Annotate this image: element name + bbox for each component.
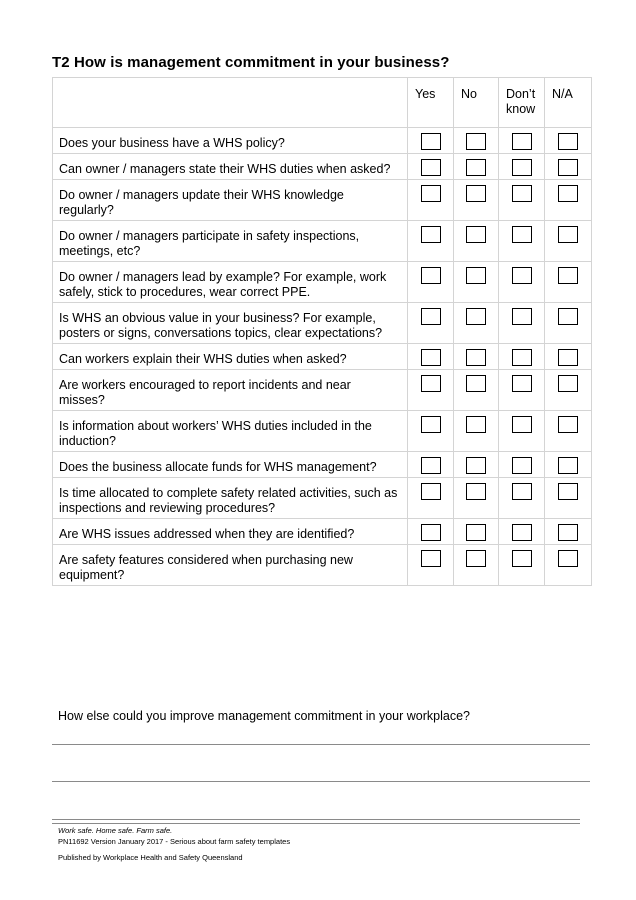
- table-row: [53, 180, 592, 221]
- checkbox-yes[interactable]: [421, 349, 441, 366]
- table-row: [53, 262, 592, 303]
- checkbox-dont-know[interactable]: [512, 375, 532, 392]
- checkbox-no[interactable]: [466, 133, 486, 150]
- answer-cell-dont-know: [499, 262, 545, 303]
- checkbox-dont-know[interactable]: [512, 133, 532, 150]
- checkbox-dont-know[interactable]: [512, 457, 532, 474]
- table-row: [53, 154, 592, 180]
- checkbox-yes[interactable]: [421, 524, 441, 541]
- answer-cell-dont-know: [499, 452, 545, 478]
- table-row: [53, 519, 592, 545]
- checkbox-dont-know[interactable]: [512, 524, 532, 541]
- checkbox-na[interactable]: [558, 457, 578, 474]
- answer-cell-dont-know: [499, 221, 545, 262]
- checkbox-dont-know[interactable]: [512, 416, 532, 433]
- footer-version: PN11692 Version January 2017 - Serious about farm safety templates: [58, 837, 291, 846]
- table-row: [53, 221, 592, 262]
- answer-cell-yes: [408, 128, 454, 154]
- question-text: Are safety features considered when purchasing new equipment?: [53, 545, 408, 586]
- checkbox-na[interactable]: [558, 267, 578, 284]
- checkbox-yes[interactable]: [421, 226, 441, 243]
- checkbox-na[interactable]: [558, 550, 578, 567]
- question-text: Is time allocated to complete safety related activities, such as inspections and reviewing procedures?: [53, 478, 408, 519]
- column-header-no: No: [454, 78, 499, 128]
- checkbox-no[interactable]: [466, 185, 486, 202]
- question-text: Is WHS an obvious value in your business? For example, posters or signs, conversations topics, clear expectations?: [53, 303, 408, 344]
- footer-publisher: Published by Workplace Health and Safety Queensland: [58, 853, 243, 862]
- question-text: Is information about workers’ WHS duties included in the induction?: [53, 411, 408, 452]
- checkbox-yes[interactable]: [421, 159, 441, 176]
- answer-cell-na: [545, 303, 592, 344]
- checkbox-no[interactable]: [466, 416, 486, 433]
- answer-cell-dont-know: [499, 128, 545, 154]
- checkbox-dont-know[interactable]: [512, 483, 532, 500]
- checkbox-no[interactable]: [466, 524, 486, 541]
- answer-cell-no: [454, 411, 499, 452]
- answer-cell-dont-know: [499, 303, 545, 344]
- footer-tagline: Work safe. Home safe. Farm safe.: [58, 826, 173, 835]
- question-text: Do owner / managers participate in safety inspections, meetings, etc?: [53, 221, 408, 262]
- page-title: T2 How is management commitment in your business?: [52, 54, 450, 71]
- checkbox-yes[interactable]: [421, 483, 441, 500]
- question-text: Are WHS issues addressed when they are identified?: [53, 519, 408, 545]
- checkbox-no[interactable]: [466, 267, 486, 284]
- table-header-row: [53, 78, 592, 128]
- checkbox-yes[interactable]: [421, 550, 441, 567]
- answer-cell-na: [545, 221, 592, 262]
- answer-cell-na: [545, 452, 592, 478]
- checkbox-na[interactable]: [558, 524, 578, 541]
- answer-cell-no: [454, 303, 499, 344]
- column-header-yes: Yes: [408, 78, 454, 128]
- answer-cell-no: [454, 545, 499, 586]
- checkbox-na[interactable]: [558, 416, 578, 433]
- answer-cell-no: [454, 478, 499, 519]
- answer-cell-no: [454, 154, 499, 180]
- answer-cell-na: [545, 154, 592, 180]
- answer-cell-yes: [408, 221, 454, 262]
- table-row: [53, 452, 592, 478]
- answer-cell-na: [545, 180, 592, 221]
- answer-cell-no: [454, 262, 499, 303]
- answer-cell-dont-know: [499, 411, 545, 452]
- answer-cell-yes: [408, 344, 454, 370]
- checkbox-dont-know[interactable]: [512, 349, 532, 366]
- answer-cell-yes: [408, 478, 454, 519]
- question-column-header: [53, 78, 408, 128]
- answer-cell-na: [545, 519, 592, 545]
- column-header-dont-know: Don’t know: [499, 78, 545, 128]
- checkbox-no[interactable]: [466, 159, 486, 176]
- answer-cell-yes: [408, 262, 454, 303]
- answer-cell-dont-know: [499, 154, 545, 180]
- answer-cell-dont-know: [499, 180, 545, 221]
- table-row: [53, 370, 592, 411]
- checkbox-no[interactable]: [466, 550, 486, 567]
- table-row: [53, 303, 592, 344]
- checkbox-na[interactable]: [558, 375, 578, 392]
- checkbox-na[interactable]: [558, 133, 578, 150]
- answer-cell-yes: [408, 519, 454, 545]
- answer-cell-no: [454, 344, 499, 370]
- improve-prompt: How else could you improve management commitment in your workplace?: [58, 709, 470, 723]
- checkbox-no[interactable]: [466, 349, 486, 366]
- answer-cell-na: [545, 262, 592, 303]
- answer-cell-dont-know: [499, 478, 545, 519]
- checkbox-dont-know[interactable]: [512, 159, 532, 176]
- answer-cell-dont-know: [499, 545, 545, 586]
- answer-line[interactable]: [52, 781, 590, 782]
- answer-cell-yes: [408, 180, 454, 221]
- answer-cell-na: [545, 545, 592, 586]
- checkbox-dont-know[interactable]: [512, 550, 532, 567]
- checkbox-yes[interactable]: [421, 457, 441, 474]
- checkbox-na[interactable]: [558, 349, 578, 366]
- checkbox-dont-know[interactable]: [512, 226, 532, 243]
- answer-cell-yes: [408, 303, 454, 344]
- question-text: Are workers encouraged to report incidents and near misses?: [53, 370, 408, 411]
- answer-cell-na: [545, 370, 592, 411]
- table-row: [53, 128, 592, 154]
- checkbox-dont-know[interactable]: [512, 308, 532, 325]
- footer-divider: [52, 819, 580, 820]
- answer-cell-na: [545, 344, 592, 370]
- answer-cell-dont-know: [499, 519, 545, 545]
- answer-cell-no: [454, 370, 499, 411]
- checkbox-dont-know[interactable]: [512, 185, 532, 202]
- checkbox-no[interactable]: [466, 457, 486, 474]
- checkbox-no[interactable]: [466, 308, 486, 325]
- answer-cell-yes: [408, 452, 454, 478]
- answer-cell-no: [454, 519, 499, 545]
- checkbox-yes[interactable]: [421, 375, 441, 392]
- checkbox-yes[interactable]: [421, 185, 441, 202]
- answer-cell-dont-know: [499, 370, 545, 411]
- footer-divider: [52, 823, 580, 824]
- answer-cell-yes: [408, 154, 454, 180]
- question-text: Can workers explain their WHS duties when asked?: [53, 344, 408, 370]
- checklist-table: [52, 77, 592, 586]
- column-header-na: N/A: [545, 78, 592, 128]
- checkbox-no[interactable]: [466, 375, 486, 392]
- answer-cell-na: [545, 478, 592, 519]
- checkbox-na[interactable]: [558, 308, 578, 325]
- question-text: Do owner / managers update their WHS knowledge regularly?: [53, 180, 408, 221]
- answer-cell-yes: [408, 370, 454, 411]
- table-row: [53, 478, 592, 519]
- checkbox-yes[interactable]: [421, 133, 441, 150]
- table-row: [53, 545, 592, 586]
- answer-cell-no: [454, 180, 499, 221]
- checkbox-na[interactable]: [558, 226, 578, 243]
- checkbox-dont-know[interactable]: [512, 267, 532, 284]
- checkbox-yes[interactable]: [421, 308, 441, 325]
- checkbox-na[interactable]: [558, 483, 578, 500]
- checkbox-yes[interactable]: [421, 267, 441, 284]
- checkbox-yes[interactable]: [421, 416, 441, 433]
- table-row: [53, 344, 592, 370]
- question-text: Do owner / managers lead by example? For example, work safely, stick to procedures, wear correct PPE.: [53, 262, 408, 303]
- table-row: [53, 411, 592, 452]
- checkbox-na[interactable]: [558, 159, 578, 176]
- answer-cell-na: [545, 411, 592, 452]
- answer-cell-no: [454, 452, 499, 478]
- answer-cell-dont-know: [499, 344, 545, 370]
- answer-cell-no: [454, 221, 499, 262]
- checkbox-na[interactable]: [558, 185, 578, 202]
- question-text: Does your business have a WHS policy?: [53, 128, 408, 154]
- answer-cell-yes: [408, 545, 454, 586]
- answer-cell-yes: [408, 411, 454, 452]
- question-text: Can owner / managers state their WHS duties when asked?: [53, 154, 408, 180]
- question-text: Does the business allocate funds for WHS management?: [53, 452, 408, 478]
- answer-cell-no: [454, 128, 499, 154]
- answer-cell-na: [545, 128, 592, 154]
- checkbox-no[interactable]: [466, 226, 486, 243]
- answer-line[interactable]: [52, 744, 590, 745]
- checkbox-no[interactable]: [466, 483, 486, 500]
